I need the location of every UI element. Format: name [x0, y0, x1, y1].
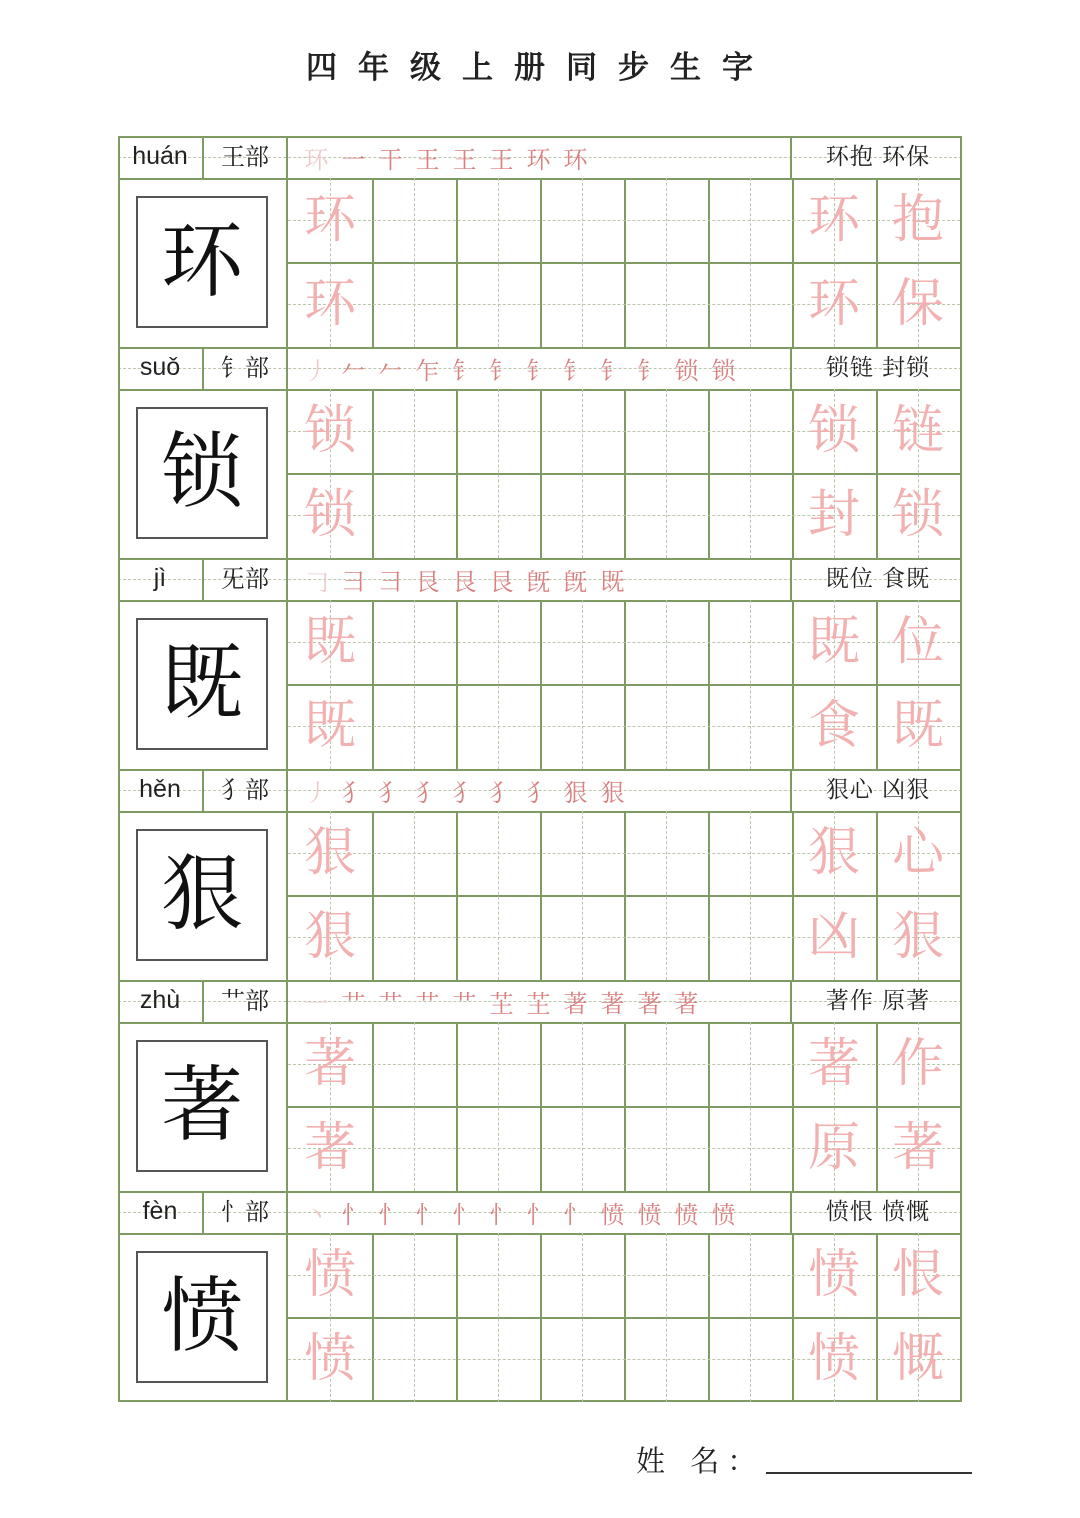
vocab-trace-char: 原 [807, 1118, 860, 1178]
writing-cell[interactable] [624, 600, 708, 684]
vocab-trace-char: 既 [807, 612, 860, 672]
writing-cell[interactable] [372, 262, 456, 346]
vocab-trace-char: 著 [891, 1118, 944, 1178]
stroke-step: 忄 [378, 1200, 403, 1229]
stroke-step: 犭 [341, 778, 366, 807]
stroke-step: 环 [304, 145, 329, 174]
writing-cell[interactable] [540, 1233, 624, 1317]
stroke-step: 犭 [452, 778, 477, 807]
vocab-words: 锁链 封锁 [825, 355, 931, 381]
stroke-step: 著 [600, 989, 625, 1018]
stroke-step: 环 [563, 145, 588, 174]
trace-char: 既 [303, 612, 356, 672]
stroke-step: 钅 [452, 356, 477, 385]
writing-cell[interactable] [456, 895, 540, 979]
stroke-step: 忄 [341, 1200, 366, 1229]
writing-cell[interactable] [624, 811, 708, 895]
model-char-box [136, 407, 268, 539]
model-char-box [136, 196, 268, 328]
vocab-trace-char: 环 [807, 274, 860, 334]
vocab-trace-char: 愤 [807, 1329, 860, 1389]
vocab-words: 环抱 环保 [825, 144, 931, 170]
stroke-step: 环 [526, 145, 551, 174]
stroke-step: 艹 [378, 989, 403, 1018]
writing-cell[interactable] [708, 178, 792, 262]
stroke-step: 狠 [563, 778, 588, 807]
stroke-step: 愤 [600, 1200, 625, 1229]
writing-cell[interactable] [372, 895, 456, 979]
stroke-step: 𠂉 [378, 356, 403, 385]
writing-cell[interactable] [540, 473, 624, 557]
char-block [118, 347, 962, 558]
writing-cell[interactable] [624, 262, 708, 346]
writing-cell[interactable] [540, 1317, 624, 1401]
vocab-trace-char: 保 [891, 274, 944, 334]
writing-cell[interactable] [708, 262, 792, 346]
vocab-trace-char: 狠 [807, 823, 860, 883]
writing-cell[interactable] [540, 262, 624, 346]
stroke-order [298, 980, 788, 1022]
writing-cell[interactable] [624, 178, 708, 262]
stroke-step: 王 [452, 145, 477, 174]
radical: 犭部 [221, 776, 269, 804]
stroke-step: 艹 [452, 989, 477, 1018]
writing-cell[interactable] [624, 1022, 708, 1106]
writing-cell[interactable] [372, 811, 456, 895]
stroke-step: 𠃌 [304, 567, 329, 596]
writing-cell[interactable] [540, 811, 624, 895]
model-char-box [136, 1040, 268, 1172]
stroke-step: 旣 [563, 567, 588, 596]
writing-cell[interactable] [708, 684, 792, 768]
stroke-step: 钅 [600, 356, 625, 385]
practice-grid [118, 136, 962, 1402]
trace-char: 著 [303, 1118, 356, 1178]
writing-cell[interactable] [456, 473, 540, 557]
stroke-step: 艹 [341, 989, 366, 1018]
stroke-step: 愤 [711, 1200, 736, 1229]
stroke-step: 犭 [415, 778, 440, 807]
writing-cell[interactable] [708, 1022, 792, 1106]
stroke-step: 芏 [489, 989, 514, 1018]
writing-cell[interactable] [708, 1233, 792, 1317]
trace-char: 愤 [303, 1329, 356, 1389]
stroke-step: 艮 [452, 567, 477, 596]
vocab-trace-char: 著 [807, 1034, 860, 1094]
grid-line [790, 980, 792, 1022]
name-label: 姓 名： [636, 1444, 765, 1478]
trace-char: 环 [303, 190, 356, 250]
pinyin: huán [132, 142, 188, 170]
writing-cell[interactable] [708, 895, 792, 979]
vocab-trace-char: 封 [807, 485, 860, 545]
pinyin: jì [153, 564, 167, 592]
writing-cell[interactable] [708, 811, 792, 895]
stroke-step: 钅 [563, 356, 588, 385]
writing-cell[interactable] [540, 600, 624, 684]
writing-cell[interactable] [540, 1022, 624, 1106]
stroke-step: 芏 [526, 989, 551, 1018]
model-char: 环 [160, 214, 243, 309]
writing-cell[interactable] [372, 600, 456, 684]
stroke-step: 艮 [415, 567, 440, 596]
trace-char: 锁 [303, 401, 356, 461]
writing-cell[interactable] [456, 1317, 540, 1401]
writing-cell[interactable] [708, 1317, 792, 1401]
vocab-trace-char: 位 [891, 612, 944, 672]
writing-cell[interactable] [624, 1317, 708, 1401]
stroke-step: 忄 [452, 1200, 477, 1229]
stroke-step: 旣 [526, 567, 551, 596]
stroke-step: 愤 [674, 1200, 699, 1229]
writing-cell[interactable] [708, 1106, 792, 1190]
stroke-step: 钅 [637, 356, 662, 385]
char-block [118, 980, 962, 1191]
vocab-trace-char: 环 [807, 190, 860, 250]
name-area [636, 1430, 976, 1480]
stroke-step: 一 [304, 989, 329, 1018]
grid-line [790, 1191, 792, 1233]
model-char-box [136, 1251, 268, 1383]
stroke-step: 干 [378, 145, 403, 174]
stroke-step: 犭 [489, 778, 514, 807]
stroke-step: 彐 [341, 567, 366, 596]
trace-char: 锁 [303, 485, 356, 545]
stroke-step: 忄 [489, 1200, 514, 1229]
writing-cell[interactable] [624, 1233, 708, 1317]
char-block [118, 1191, 962, 1402]
vocab-trace-char: 食 [807, 696, 860, 756]
stroke-step: 钅 [489, 356, 514, 385]
vocab-trace-char: 抱 [891, 190, 944, 250]
writing-cell[interactable] [456, 600, 540, 684]
vocab-trace-char: 作 [891, 1034, 944, 1094]
vocab-trace-char: 锁 [807, 401, 860, 461]
model-char-box [136, 618, 268, 750]
stroke-step: 丿 [304, 778, 329, 807]
writing-cell[interactable] [456, 1106, 540, 1190]
char-block [118, 136, 962, 347]
writing-cell[interactable] [624, 473, 708, 557]
writing-cell[interactable] [456, 1233, 540, 1317]
stroke-step: 锁 [711, 356, 736, 385]
stroke-step: 忄 [415, 1200, 440, 1229]
trace-char: 著 [303, 1034, 356, 1094]
vocab-trace-char: 心 [891, 823, 944, 883]
grid-line [790, 347, 792, 389]
stroke-step: 乍 [415, 356, 440, 385]
model-char: 既 [160, 636, 243, 731]
writing-cell[interactable] [624, 389, 708, 473]
char-block [118, 769, 962, 980]
writing-cell[interactable] [540, 178, 624, 262]
trace-char: 愤 [303, 1245, 356, 1305]
writing-cell[interactable] [372, 473, 456, 557]
stroke-step: 王 [415, 145, 440, 174]
radical: 王部 [221, 143, 269, 171]
radical: 旡部 [221, 565, 269, 593]
stroke-step: 钅 [526, 356, 551, 385]
pinyin: hěn [139, 775, 181, 803]
vocab-trace-char: 凶 [807, 907, 860, 967]
stroke-step: 丿 [304, 356, 329, 385]
radical: 忄部 [221, 1198, 269, 1226]
stroke-step: 王 [489, 145, 514, 174]
writing-cell[interactable] [456, 389, 540, 473]
writing-cell[interactable] [456, 262, 540, 346]
writing-cell[interactable] [372, 684, 456, 768]
model-char: 锁 [160, 425, 243, 520]
vocab-trace-char: 既 [891, 696, 944, 756]
writing-cell[interactable] [456, 811, 540, 895]
vocab-words: 狠心 凶狠 [825, 777, 931, 803]
vocab-trace-char: 链 [891, 401, 944, 461]
writing-cell[interactable] [540, 684, 624, 768]
stroke-step: 著 [637, 989, 662, 1018]
vocab-trace-char: 愤 [807, 1245, 860, 1305]
writing-cell[interactable] [708, 473, 792, 557]
writing-cell[interactable] [456, 1022, 540, 1106]
stroke-step: 丶 [304, 1200, 329, 1229]
writing-cell[interactable] [372, 389, 456, 473]
trace-char: 既 [303, 696, 356, 756]
model-char: 著 [160, 1058, 243, 1153]
pinyin: suǒ [139, 353, 181, 381]
writing-cell[interactable] [372, 178, 456, 262]
stroke-step: 彐 [378, 567, 403, 596]
writing-cell[interactable] [624, 895, 708, 979]
vocab-words: 愤恨 愤慨 [825, 1199, 931, 1225]
writing-cell[interactable] [624, 1106, 708, 1190]
trace-char: 狠 [303, 823, 356, 883]
vocab-words: 著作 原著 [825, 988, 931, 1014]
pinyin: fèn [142, 1197, 178, 1225]
stroke-step: 忄 [563, 1200, 588, 1229]
stroke-step: 𠂉 [341, 356, 366, 385]
trace-char: 狠 [303, 907, 356, 967]
stroke-step: 著 [563, 989, 588, 1018]
grid-line [790, 769, 792, 811]
writing-cell[interactable] [624, 684, 708, 768]
vocab-words: 既位 食既 [825, 566, 931, 592]
writing-cell[interactable] [540, 895, 624, 979]
name-blank[interactable] [766, 1472, 972, 1474]
stroke-order [298, 1191, 788, 1233]
stroke-step: 犭 [378, 778, 403, 807]
writing-cell[interactable] [372, 1317, 456, 1401]
writing-cell[interactable] [372, 1022, 456, 1106]
writing-cell[interactable] [540, 389, 624, 473]
grid-line [790, 136, 792, 178]
stroke-step: 著 [674, 989, 699, 1018]
char-block [118, 558, 962, 769]
stroke-step: 艹 [415, 989, 440, 1018]
writing-cell[interactable] [372, 1233, 456, 1317]
radical: 钅部 [221, 354, 269, 382]
stroke-order [298, 769, 788, 811]
writing-cell[interactable] [456, 684, 540, 768]
stroke-step: 狠 [600, 778, 625, 807]
radical: 艹部 [221, 987, 269, 1015]
grid-line [790, 558, 792, 600]
model-char-box [136, 829, 268, 961]
vocab-trace-char: 锁 [891, 485, 944, 545]
vocab-trace-char: 慨 [891, 1329, 944, 1389]
model-char: 愤 [160, 1269, 243, 1364]
stroke-step: 一 [341, 145, 366, 174]
pinyin: zhù [139, 986, 181, 1014]
stroke-step: 犭 [526, 778, 551, 807]
writing-cell[interactable] [456, 178, 540, 262]
trace-char: 环 [303, 274, 356, 334]
stroke-order [298, 136, 788, 178]
writing-cell[interactable] [708, 389, 792, 473]
stroke-step: 既 [600, 567, 625, 596]
writing-cell[interactable] [540, 1106, 624, 1190]
page-title: 四年级上册同步生字 [306, 50, 774, 86]
stroke-step: 艮 [489, 567, 514, 596]
stroke-step: 愤 [637, 1200, 662, 1229]
model-char: 狠 [160, 847, 243, 942]
stroke-step: 忄 [526, 1200, 551, 1229]
vocab-trace-char: 恨 [891, 1245, 944, 1305]
stroke-step: 锁 [674, 356, 699, 385]
writing-cell[interactable] [372, 1106, 456, 1190]
stroke-order [298, 558, 788, 600]
writing-cell[interactable] [708, 600, 792, 684]
vocab-trace-char: 狠 [891, 907, 944, 967]
stroke-order [298, 347, 788, 389]
